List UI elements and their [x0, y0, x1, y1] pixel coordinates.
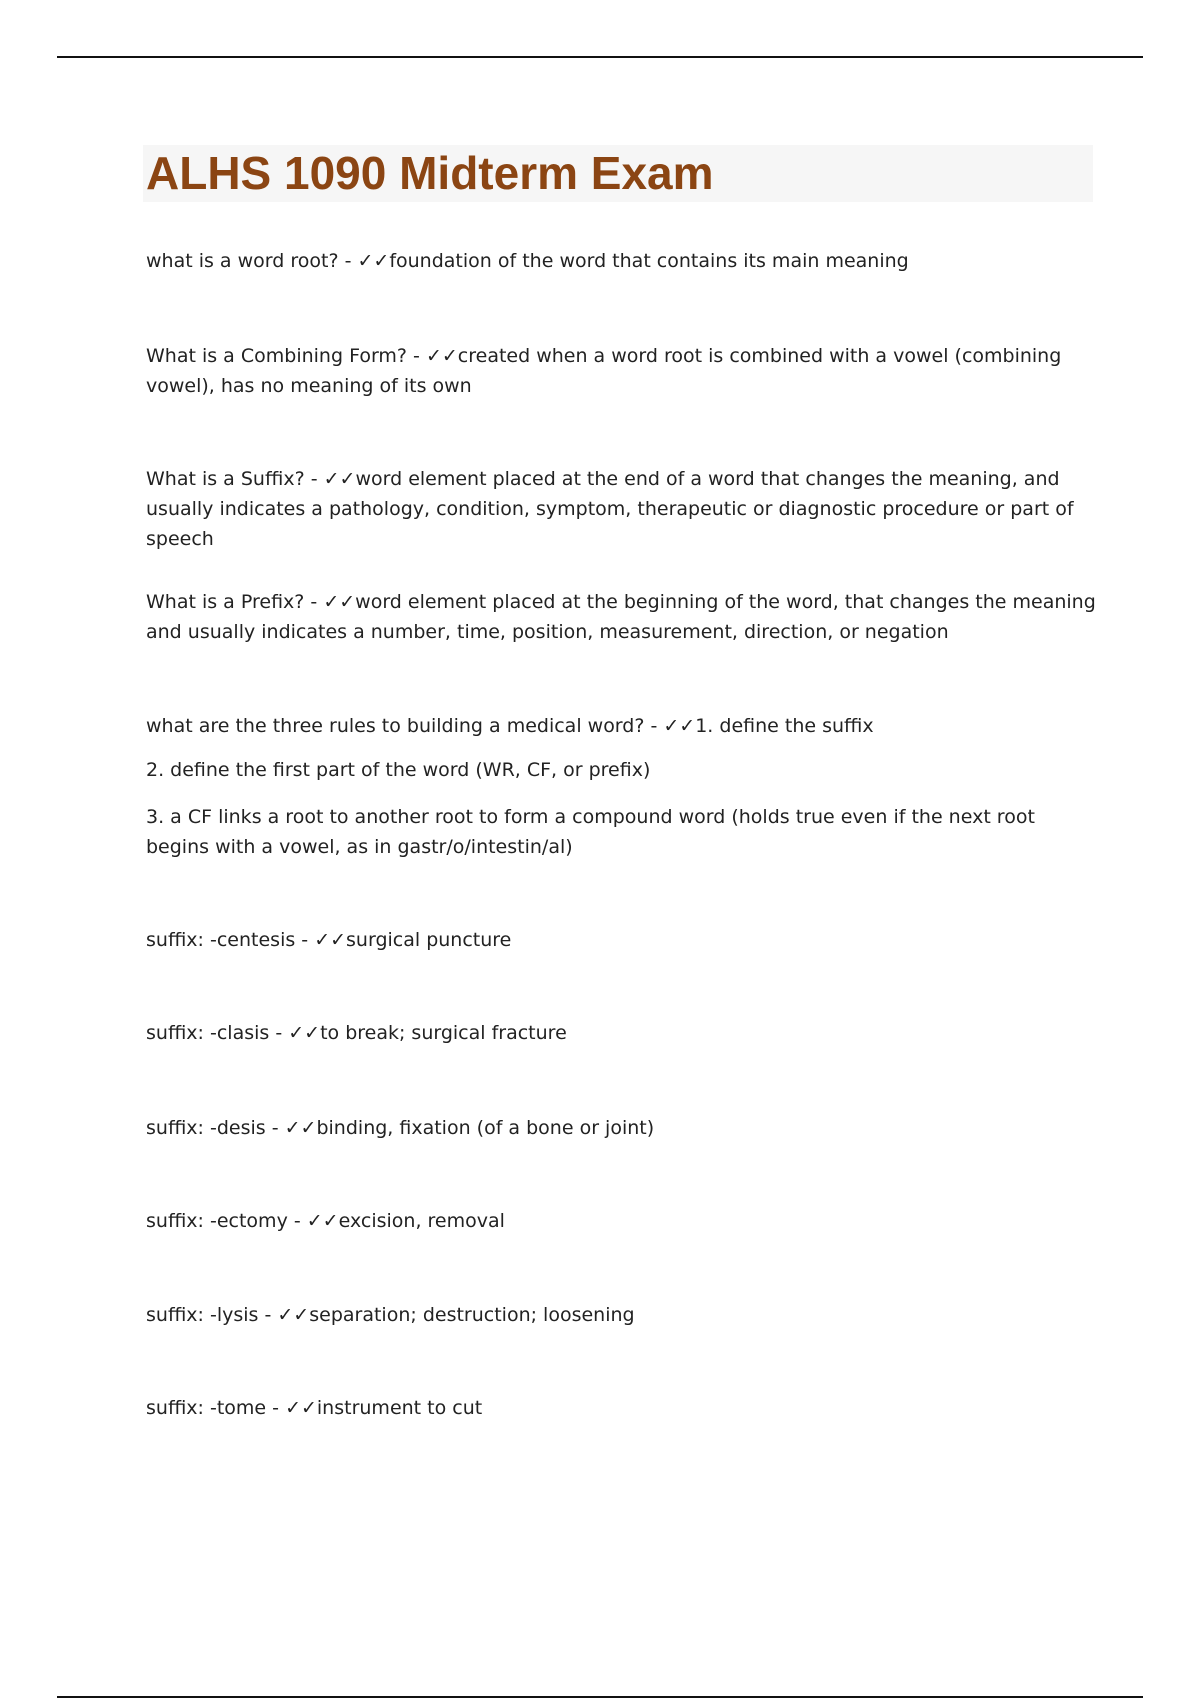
rule-line-2: 2. define the first part of the word (WR, CF, or prefix) — [146, 759, 651, 781]
qa-item-ectomy: suffix: -ectomy - ✓✓excision, removal — [146, 1210, 505, 1232]
qa-item-centesis: suffix: -centesis - ✓✓surgical puncture — [146, 929, 512, 951]
answer: instrument to cut — [316, 1397, 483, 1419]
question: What is a Combining Form? — [146, 345, 408, 367]
qa-item-desis: suffix: -desis - ✓✓binding, fixation (of a bone or joint) — [146, 1117, 655, 1139]
document-title: ALHS 1090 Midterm Exam — [146, 147, 714, 199]
answer: to break; surgical fracture — [320, 1022, 567, 1044]
answer: foundation of the word that contains its main meaning — [389, 250, 909, 272]
answer: word element placed at the end of a word that changes the meaning, and usually indicates a pathology, condition, symptom, therapeutic or diagnostic procedure or part of speech — [146, 468, 1074, 550]
checkmark-icon: ✓✓ — [425, 345, 458, 367]
answer: binding, fixation (of a bone or joint) — [316, 1117, 655, 1139]
answer: separation; destruction; loosening — [309, 1304, 635, 1326]
checkmark-icon: ✓✓ — [284, 1117, 317, 1139]
checkmark-icon: ✓✓ — [306, 1210, 339, 1232]
checkmark-icon: ✓✓ — [323, 468, 356, 490]
qa-item-three-rules: what are the three rules to building a medical word? - ✓✓1. define the suffix — [146, 715, 874, 737]
answer: created when a word root is combined with a vowel (combining vowel), has no meaning of its own — [146, 345, 1062, 397]
rule-line-3: 3. a CF links a root to another root to form a compound word (holds true even if the next root begins with a vowel, as in gastr/o/intestin/al) — [146, 806, 1035, 858]
question: what is a word root? — [146, 250, 339, 272]
answer: 1. define the suffix — [695, 715, 874, 737]
qa-item-prefix: What is a Prefix? - ✓✓word element placed at the beginning of the word, that changes the meaning and usually indicates a number, time, position, measurement, direction, or negation — [146, 591, 1096, 643]
question: suffix: -lysis — [146, 1304, 259, 1326]
qa-item-suffix: What is a Suffix? - ✓✓word element placed at the end of a word that changes the meaning, and usually indicates a pathology, condition, symptom, therapeutic or diagnostic procedure or part of speech — [146, 468, 1074, 550]
question: What is a Suffix? — [146, 468, 305, 490]
question: suffix: -tome — [146, 1397, 267, 1419]
question: What is a Prefix? — [146, 591, 305, 613]
answer: word element placed at the beginning of the word, that changes the meaning and usually indicates a number, time, position, measurement, direction, or negation — [146, 591, 1096, 643]
qa-item-tome: suffix: -tome - ✓✓instrument to cut — [146, 1397, 483, 1419]
question: suffix: -clasis — [146, 1022, 270, 1044]
checkmark-icon: ✓✓ — [357, 250, 390, 272]
bottom-rule — [57, 1696, 1143, 1698]
qa-item-combining-form: What is a Combining Form? - ✓✓created when a word root is combined with a vowel (combining vowel), has no meaning of its own — [146, 345, 1062, 397]
checkmark-icon: ✓✓ — [663, 715, 696, 737]
qa-item-clasis: suffix: -clasis - ✓✓to break; surgical fracture — [146, 1022, 567, 1044]
question: suffix: -centesis — [146, 929, 296, 951]
question: suffix: -ectomy — [146, 1210, 288, 1232]
checkmark-icon: ✓✓ — [314, 929, 347, 951]
answer: excision, removal — [338, 1210, 505, 1232]
checkmark-icon: ✓✓ — [277, 1304, 310, 1326]
answer: surgical puncture — [346, 929, 512, 951]
checkmark-icon: ✓✓ — [323, 591, 356, 613]
checkmark-icon: ✓✓ — [285, 1397, 317, 1419]
question: what are the three rules to building a medical word? — [146, 715, 645, 737]
checkmark-icon: ✓✓ — [288, 1022, 321, 1044]
qa-item-word-root: what is a word root? - ✓✓foundation of the word that contains its main meaning — [146, 250, 909, 272]
question: suffix: -desis — [146, 1117, 266, 1139]
top-rule — [57, 56, 1143, 58]
qa-item-lysis: suffix: -lysis - ✓✓separation; destruction; loosening — [146, 1304, 635, 1326]
